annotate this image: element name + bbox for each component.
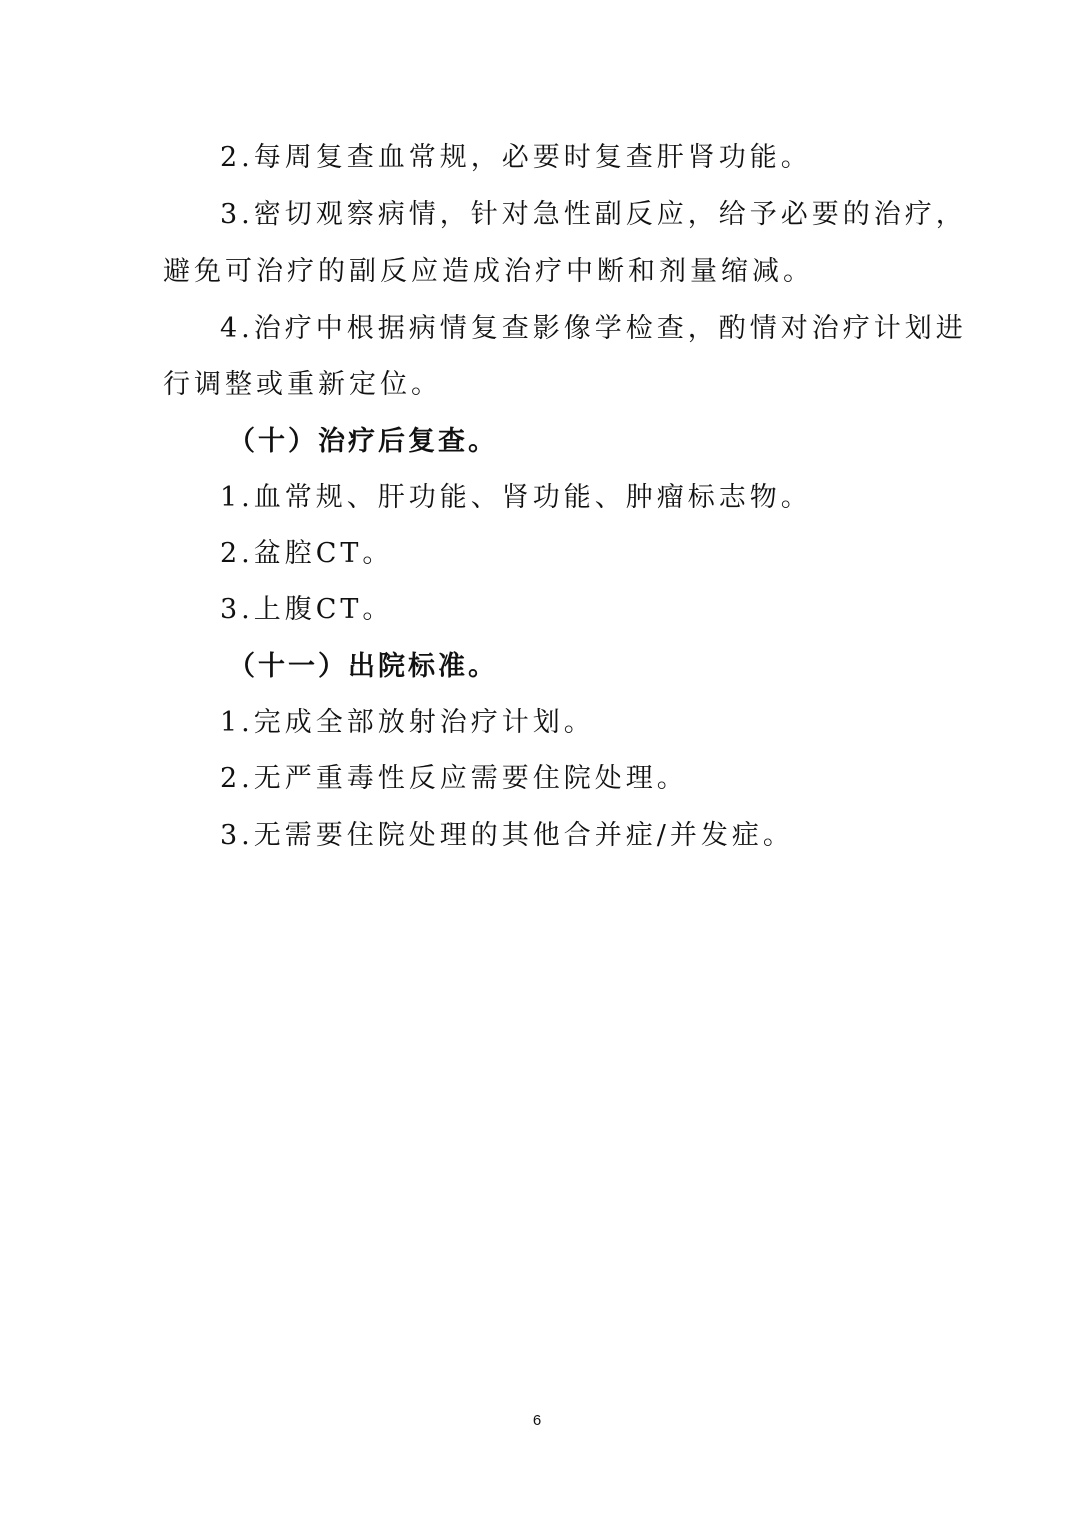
section-heading: （十一）出院标准。	[228, 651, 498, 682]
list-item: 1.血常规、肝功能、肾功能、肿瘤标志物。	[220, 482, 812, 513]
page-number: 6	[532, 1412, 542, 1429]
paragraph-line: 3.密切观察病情，针对急性副反应，给予必要的治疗，	[220, 199, 967, 230]
section-heading: （十）治疗后复查。	[228, 426, 498, 457]
list-item: 2.盆腔CT。	[220, 538, 394, 569]
list-item: 1.完成全部放射治疗计划。	[220, 707, 595, 738]
paragraph-line: 避免可治疗的副反应造成治疗中断和剂量缩减。	[163, 256, 814, 287]
paragraph-line: 2.每周复查血常规，必要时复查肝肾功能。	[220, 142, 812, 173]
list-item: 3.上腹CT。	[220, 594, 394, 625]
paragraph-line: 行调整或重新定位。	[163, 369, 442, 400]
list-item: 2.无严重毒性反应需要住院处理。	[220, 763, 688, 794]
paragraph-line: 4.治疗中根据病情复查影像学检查，酌情对治疗计划进	[220, 313, 967, 344]
list-item: 3.无需要住院处理的其他合并症/并发症。	[220, 820, 794, 851]
